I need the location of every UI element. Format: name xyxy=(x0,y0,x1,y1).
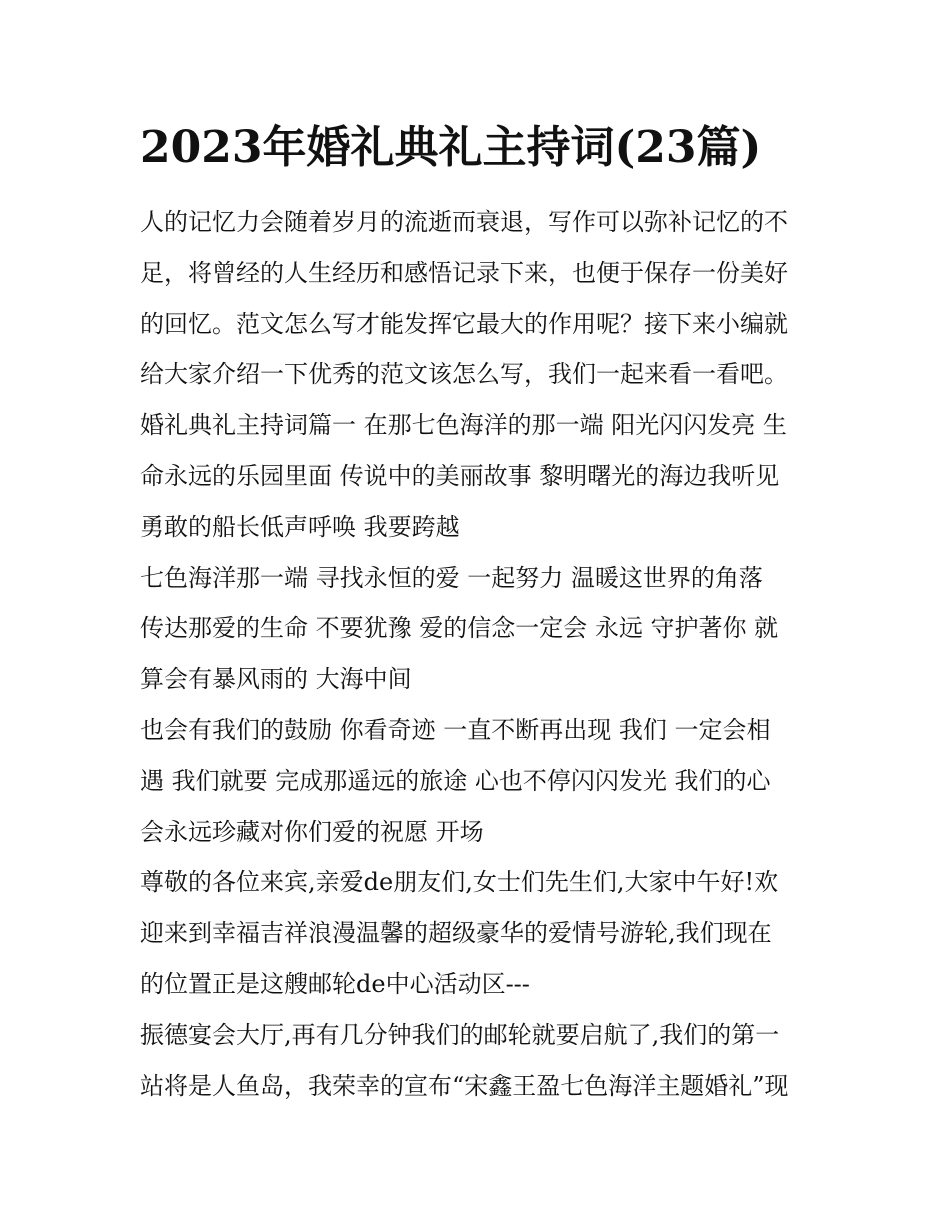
text-line: 人的记忆力会随着岁月的流逝而衰退，写作可以弥补记忆的不 xyxy=(140,208,788,236)
text-line: 婚礼典礼主持词篇一 在那七色海洋的那一端 阳光闪闪发亮 生 xyxy=(140,411,787,440)
text-line: 勇敢的船长低声呼唤 我要跨越 xyxy=(140,512,460,541)
text-line: 站将是人鱼岛，我荣幸的宣布“宋鑫王盈七色海洋主题婚礼”现 xyxy=(140,1071,789,1100)
document-body xyxy=(140,197,820,1111)
text-line: 尊敬的各位来宾,亲爱de朋友们,女士们先生们,大家中午好!欢 xyxy=(140,868,779,897)
text-line: 足，将曾经的人生经历和感悟记录下来，也便于保存一份美好 xyxy=(140,258,788,287)
text-line: 七色海洋那一端 寻找永恒的爱 一起努力 温暖这世界的角落 xyxy=(140,563,763,592)
text-line: 迎来到幸福吉祥浪漫温馨的超级豪华的爱情号游轮,我们现在 xyxy=(140,919,772,948)
text-line: 振德宴会大厅,再有几分钟我们的邮轮就要启航了,我们的第一 xyxy=(140,1020,780,1049)
text-line: 命永远的乐园里面 传说中的美丽故事 黎明曙光的海边我听见 xyxy=(140,461,780,490)
text-line: 传达那爱的生命 不要犹豫 爱的信念一定会 永远 守护著你 就 xyxy=(140,614,779,643)
text-line: 算会有暴风雨的 大海中间 xyxy=(140,665,412,694)
text-line: 遇 我们就要 完成那遥远的旅途 心也不停闪闪发光 我们的心 xyxy=(140,766,771,795)
text-line: 的位置正是这艘邮轮de中心活动区--- xyxy=(140,969,530,998)
text-line: 给大家介绍一下优秀的范文该怎么写，我们一起来看一看吧。 xyxy=(140,360,788,389)
text-line: 也会有我们的鼓励 你看奇迹 一直不断再出现 我们 一定会相 xyxy=(140,715,771,744)
text-line: 会永远珍藏对你们爱的祝愿 开场 xyxy=(140,817,484,846)
document-title: 2023年婚礼典礼主持词(23篇) xyxy=(140,122,762,173)
text-line: 的回忆。范文怎么写才能发挥它最大的作用呢？接下来小编就 xyxy=(140,309,788,338)
